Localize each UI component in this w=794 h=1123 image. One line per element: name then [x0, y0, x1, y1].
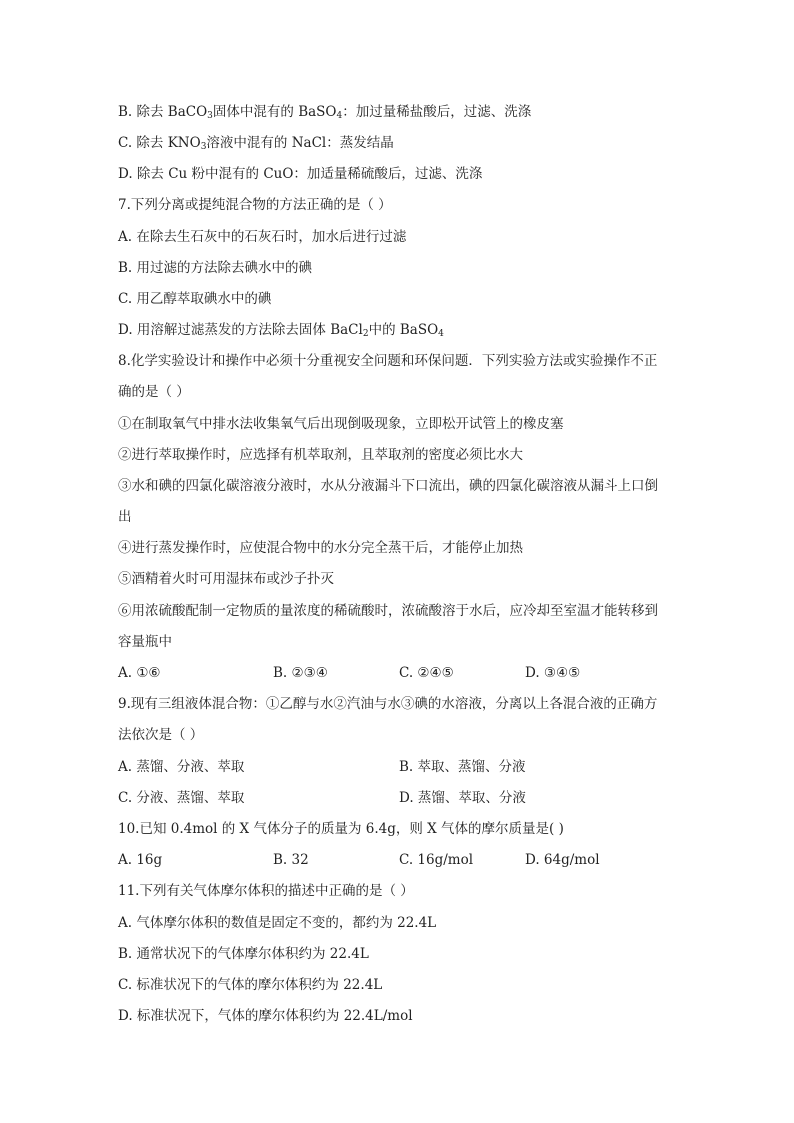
q7-stem: 7.下列分离或提纯混合物的方法正确的是（ ）	[118, 197, 392, 213]
q8-options	[118, 663, 714, 683]
q10-option-c: C. 16g/mol	[399, 852, 474, 868]
q8-statement-2: ②进行萃取操作时，应选择有机萃取剂，且萃取剂的密度必须比水大	[118, 447, 523, 463]
q8-option-c: C. ②④⑤	[399, 665, 454, 681]
q10-stem: 10.已知 0.4mol 的 X 气体分子的质量为 6.4g，则 X 气体的摩尔质量是( )	[118, 821, 564, 837]
q8-statement-4: ④进行蒸发操作时，应使混合物中的水分完全蒸干后，才能停止加热	[118, 540, 523, 556]
q9-stem-line2: 法依次是（ ）	[118, 727, 204, 743]
q8-statement-3-line1: ③水和碘的四氯化碳溶液分液时，水从分液漏斗下口流出，碘的四氯化碳溶液从漏斗上口倒	[118, 478, 658, 494]
q8-option-b: B. ②③④	[273, 665, 328, 681]
q9-option-d: D. 蒸馏、萃取、分液	[399, 790, 526, 806]
q8-statement-6-line1: ⑥用浓硫酸配制一定物质的量浓度的稀硫酸时，浓硫酸溶于水后，应冷却至室温才能转移到	[118, 603, 658, 619]
q7-option-c: C. 用乙醇萃取碘水中的碘	[118, 291, 272, 307]
q9-options-row2	[118, 788, 714, 808]
q11-option-b: B. 通常状况下的气体摩尔体积约为 22.4L	[118, 946, 369, 962]
q8-stem-line2: 确的是（ ）	[118, 384, 190, 400]
q8-option-d: D. ③④⑤	[525, 665, 581, 681]
q8-statement-1: ①在制取氧气中排水法收集氧气后出现倒吸现象，立即松开试管上的橡皮塞	[118, 416, 564, 432]
q9-stem-line1: 9.现有三组液体混合物：①乙醇与水②汽油与水③碘的水溶液，分离以上各混合液的正确方	[118, 696, 658, 712]
q11-option-c: C. 标准状况下的气体的摩尔体积约为 22.4L	[118, 977, 383, 993]
q8-statement-3-line2: 出	[118, 509, 132, 525]
q11-option-d: D. 标准状况下，气体的摩尔体积约为 22.4L/mol	[118, 1008, 413, 1024]
q6-option-d: D. 除去 Cu 粉中混有的 CuO：加适量稀硫酸后，过滤、洗涤	[118, 166, 483, 182]
q7-option-a: A. 在除去生石灰中的石灰石时，加水后进行过滤	[118, 229, 407, 245]
q10-option-a: A. 16g	[118, 852, 163, 868]
q9-option-c: C. 分液、蒸馏、萃取	[118, 790, 245, 806]
q8-statement-5: ⑤酒精着火时可用湿抹布或沙子扑灭	[118, 571, 334, 587]
q7-option-d: D. 用溶解过滤蒸发的方法除去固体 BaCl$_2$中的 BaSO$_4$	[118, 322, 444, 339]
q10-option-b: B. 32	[273, 852, 309, 868]
q8-stem-line1: 8.化学实验设计和操作中必须十分重视安全问题和环保问题．下列实验方法或实验操作不正	[118, 353, 658, 369]
q8-statement-6-line2: 容量瓶中	[118, 634, 172, 650]
q9-options-row1	[118, 757, 714, 777]
q6-option-b: B. 除去 BaCO$_3$固体中混有的 BaSO$_4$：加过量稀盐酸后，过滤、洗涤	[118, 104, 532, 121]
q11-stem: 11.下列有关气体摩尔体积的描述中正确的是（ ）	[118, 883, 414, 899]
q11-option-a: A. 气体摩尔体积的数值是固定不变的，都约为 22.4L	[118, 915, 437, 931]
q8-option-a: A. ①⑥	[118, 665, 161, 681]
q10-options	[118, 850, 714, 870]
q7-option-b: B. 用过滤的方法除去碘水中的碘	[118, 260, 313, 276]
q6-option-c: C. 除去 $KNO_3$溶液中混有的 NaCl：蒸发结晶	[118, 135, 394, 152]
q10-option-d: D. 64g/mol	[525, 852, 600, 868]
q9-option-a: A. 蒸馏、分液、萃取	[118, 759, 245, 775]
q9-option-b: B. 萃取、蒸馏、分液	[399, 759, 526, 775]
